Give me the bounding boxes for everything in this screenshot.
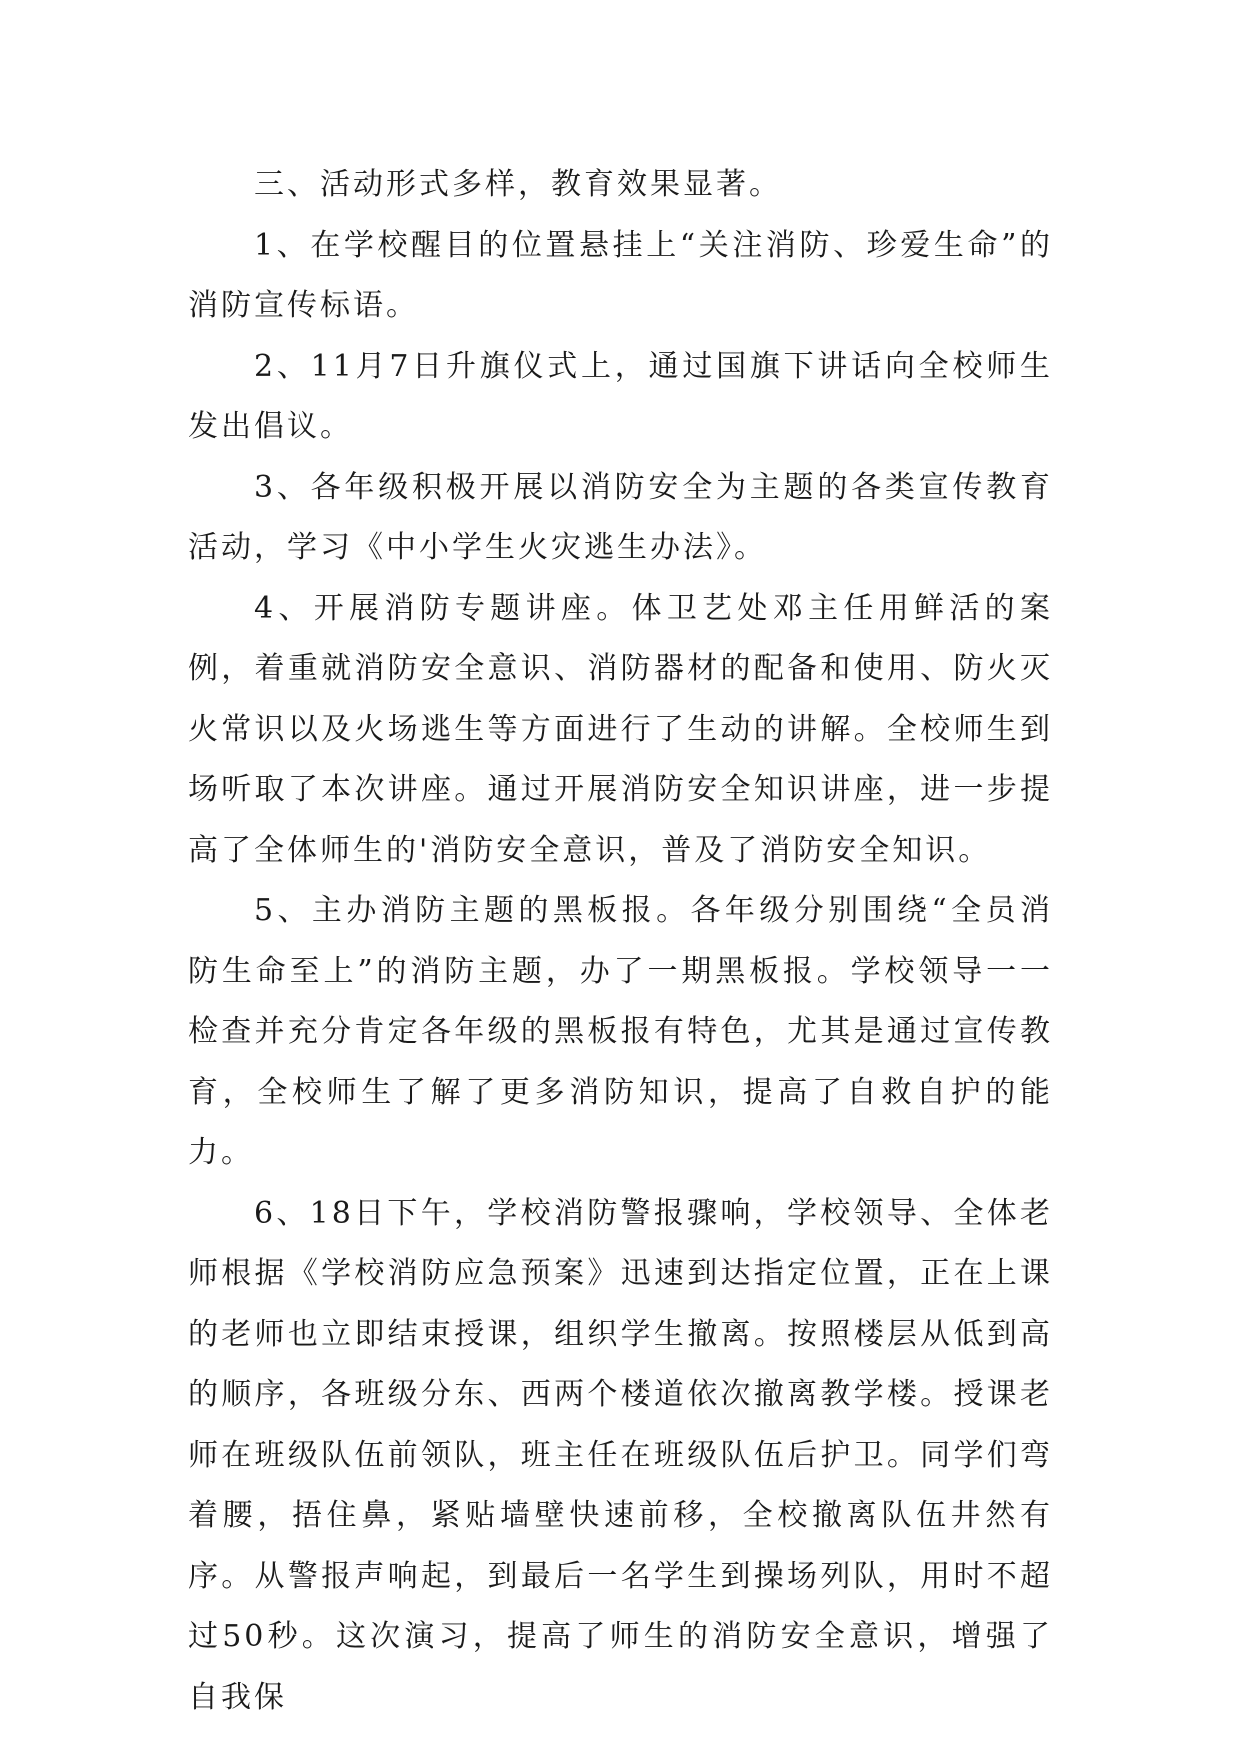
paragraph-3: 3、各年级积极开展以消防安全为主题的各类宣传教育活动，学习《中小学生火灾逃生办法》。 [188,469,1053,565]
paragraph-2: 2、11月7日升旗仪式上，通过国旗下讲话向全校师生发出倡议。 [188,348,1053,444]
paragraph-6: 6、18日下午，学校消防警报骤响，学校领导、全体老师根据《学校消防应急预案》迅速到达指定位置，正在上课的老师也立即结束授课，组织学生撤离。按照楼层从低到高的顺序，各班级分东、西两个楼道依次撤离教学楼。授课老师在班级队伍前领队，班主任在班级队伍后护卫。同学们弯着腰，捂住鼻，紧贴墙壁快速前移，全校撤离队伍井然有序。从警报声响起，到最后一名学生到操场列队，用时不超过50秒。这次演习，提高了师生的消防安全意识，增强了自我保 [188,1195,1053,1715]
paragraph-5: 5、主办消防主题的黑板报。各年级分别围绕“全员消防生命至上”的消防主题，办了一期黑板报。学校领导一一检查并充分肯定各年级的黑板报有特色，尤其是通过宣传教育，全校师生了解了更多消防知识，提高了自救自护的能力。 [188,893,1053,1170]
paragraph-1: 1、在学校醒目的位置悬挂上“关注消防、珍爱生命”的消防宣传标语。 [188,227,1053,323]
paragraph-4: 4、开展消防专题讲座。体卫艺处邓主任用鲜活的案例，着重就消防安全意识、消防器材的配备和使用、防火灭火常识以及火场逃生等方面进行了生动的讲解。全校师生到场听取了本次讲座。通过开展消防安全知识讲座，进一步提高了全体师生的'消防安全意识，普及了消防安全知识。 [188,590,1053,868]
document-body [188,155,1053,1728]
section-heading: 三、活动形式多样，教育效果显著。 [254,167,782,202]
